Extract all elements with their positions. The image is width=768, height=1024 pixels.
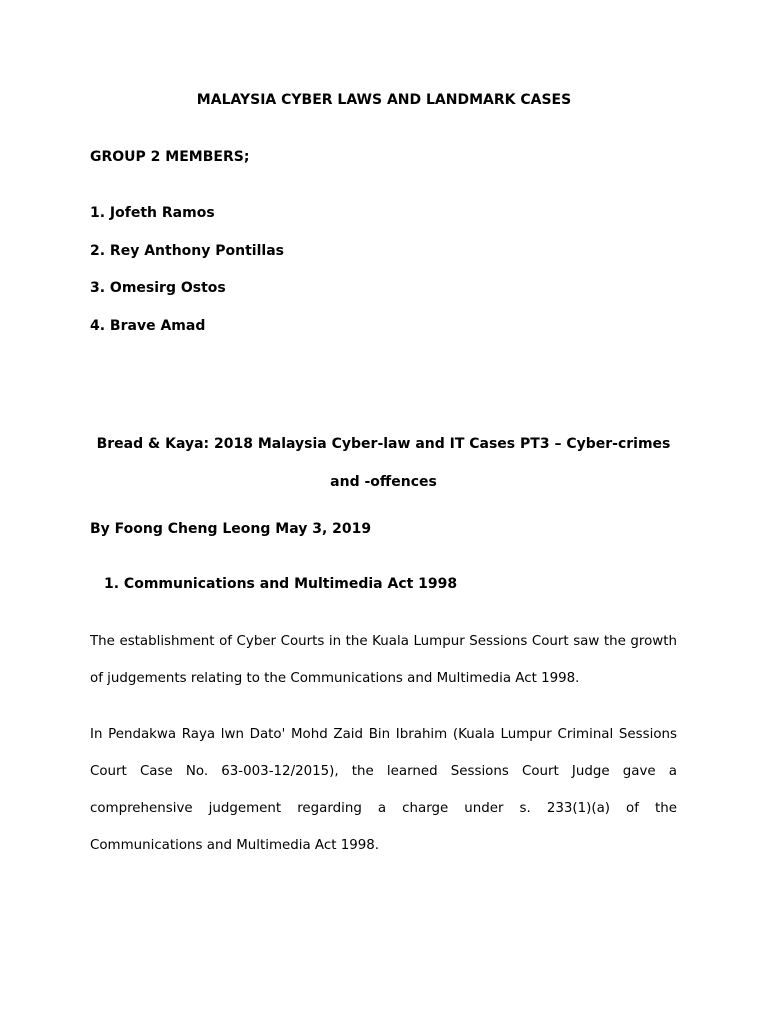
- section-heading: 1. Communications and Multimedia Act 1998: [104, 576, 458, 592]
- member-item: 2. Rey Anthony Pontillas: [90, 242, 284, 259]
- member-item: 1. Jofeth Ramos: [90, 205, 215, 221]
- body-paragraph: In Pendakwa Raya lwn Dato' Mohd Zaid Bin Ibrahim (Kuala Lumpur Criminal Sessions Court Case No. 63-003-12/2015), the learned Sessions Court Judge gave a comprehensive judgement regarding a charge under s. 233(1)(a) of the Communications and Multimedia Act 1998.: [90, 727, 677, 853]
- byline: By Foong Cheng Leong May 3, 2019: [90, 521, 372, 537]
- member-item: 3. Omesirg Ostos: [90, 280, 226, 296]
- document-title: MALAYSIA CYBER LAWS AND LANDMARK CASES: [196, 92, 572, 108]
- group-heading: GROUP 2 MEMBERS;: [90, 149, 250, 165]
- body-paragraph: The establishment of Cyber Courts in the Kuala Lumpur Sessions Court saw the growth of judgements relating to the Communications and Multimedia Act 1998.: [90, 634, 677, 686]
- member-list: [90, 203, 284, 353]
- article-title: Bread & Kaya: 2018 Malaysia Cyber-law and IT Cases PT3 – Cyber-crimes and -offences: [96, 436, 671, 490]
- member-item: 4. Brave Amad: [90, 317, 206, 334]
